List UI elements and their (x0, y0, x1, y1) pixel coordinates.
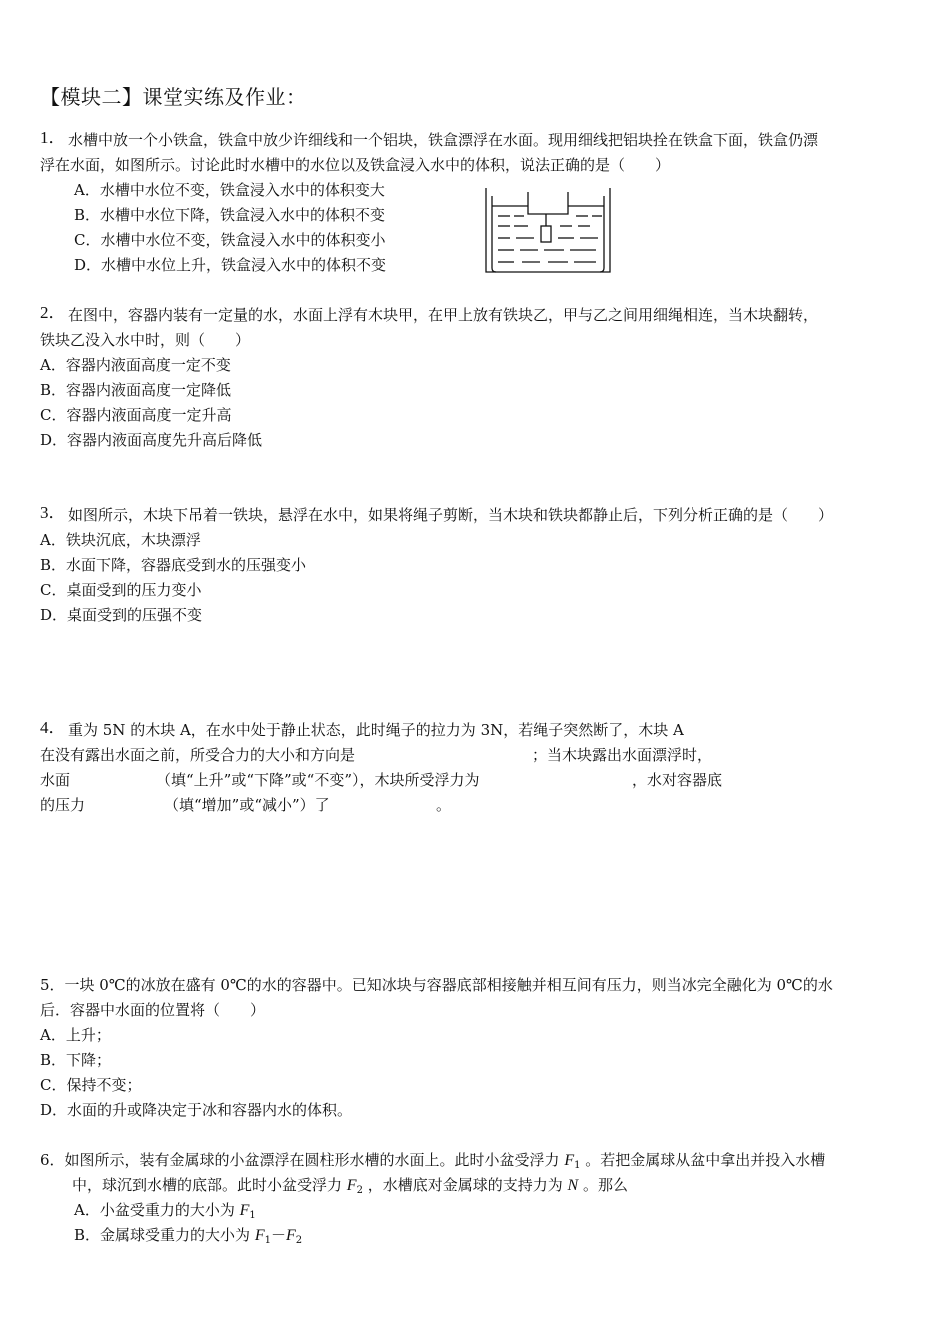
question-text: ；当木块露出水面漂浮时， (532, 746, 713, 764)
question-text: 水槽中放一个小铁盒，铁盒中放少许细线和一个铝块，铁盒漂浮在水面。现用细线把铝块拴在铁盒下面，铁盒仍漂 (68, 131, 819, 149)
question-text: 在图中，容器内装有一定量的水，水面上浮有木块甲，在甲上放有铁块乙，甲与乙之间用细绳相连，当木块翻转， (68, 306, 819, 324)
question-text: 浮在水面，如图所示。讨论此时水槽中的水位以及铁盒浸入水中的体积，说法正确的是（ ） (40, 156, 671, 174)
question-text: 铁块乙没入水中时，则（ ） (40, 331, 251, 349)
question-text: （填“增加”或“减小”）了 (164, 796, 330, 814)
question-text: 5．一块 0℃的冰放在盛有 0℃的水的容器中。已知冰块与容器底部相接触并相互间有压力，则当冰完全融化为 0℃的水 (40, 976, 833, 994)
option-c: C．水槽中水位不变，铁盒浸入水中的体积变小 (74, 231, 386, 249)
option-d: D．桌面受到的压强不变 (40, 606, 203, 624)
question-text: 6．如图所示，装有金属球的小盆漂浮在圆柱形水槽的水面上。此时小盆受浮力 $F_1$ 。若把金属球从盆中拿出并投入水槽 (40, 1151, 826, 1171)
question-text: 水面 (40, 771, 71, 789)
question-text: 在没有露出水面之前，所受合力的大小和方向是 (40, 746, 356, 764)
tank-outline (486, 188, 610, 272)
variable-n: N (567, 1177, 579, 1194)
option-a: A．小盆受重力的大小为 $F_1$ (74, 1201, 256, 1221)
option-c: C．桌面受到的压力变小 (40, 581, 202, 599)
question-number: 4． (40, 718, 66, 737)
question-text: 重为 5N 的木块 A，在水中处于静止状态，此时绳子的拉力为 3N，若绳子突然断了，木块 A (68, 721, 684, 739)
option-c: C．保持不变； (40, 1076, 142, 1094)
tank-inner-left (492, 196, 496, 272)
question-text: （填“上升”或“下降”或“不变”），木块所受浮力为 (156, 771, 480, 789)
variable-f: F (346, 1177, 357, 1194)
tank-inner-right (600, 196, 604, 272)
question-number: 1． (40, 128, 66, 147)
question-text: 中，球沉到水槽的底部。此时小盆受浮力 $F_2$ ，水槽底对金属球的支持力为 N 。那么 (72, 1176, 628, 1196)
option-d: D．水面的升或降决定于冰和容器内水的体积。 (40, 1101, 353, 1119)
option-b: B．容器内液面高度一定降低 (40, 381, 232, 399)
option-b: B．水面下降，容器底受到水的压强变小 (40, 556, 307, 574)
option-b: B．水槽中水位下降，铁盒浸入水中的体积不变 (74, 206, 386, 224)
iron-box (528, 192, 568, 214)
module-title: 【模块二】课堂实练及作业： (40, 85, 307, 109)
question-text: 如图所示，木块下吊着一铁块，悬浮在水中，如果将绳子剪断，当木块和铁块都静止后，下列分析正确的是（ ） (68, 506, 834, 524)
water-tank-figure (484, 186, 614, 276)
option-a: A．上升； (40, 1026, 111, 1044)
question-number: 2． (40, 303, 66, 322)
option-a: A．水槽中水位不变，铁盒浸入水中的体积变大 (74, 181, 385, 199)
variable-f: F (564, 1152, 575, 1169)
question-text: 。 (436, 796, 452, 814)
option-d: D．容器内液面高度先升高后降低 (40, 431, 263, 449)
aluminum-block (541, 226, 551, 242)
question-text: ，水对容器底 (632, 771, 723, 789)
question-text: 的压力 (40, 796, 86, 814)
option-a: A．容器内液面高度一定不变 (40, 356, 231, 374)
option-b: B．下降； (40, 1051, 112, 1069)
question-text: 后．容器中水面的位置将（ ） (40, 1001, 266, 1019)
question-number: 3． (40, 503, 66, 522)
option-d: D．水槽中水位上升，铁盒浸入水中的体积不变 (74, 256, 387, 274)
option-a: A．铁块沉底，木块漂浮 (40, 531, 201, 549)
option-b: B．金属球受重力的大小为 $F_1-F_2$ (74, 1226, 303, 1246)
option-c: C．容器内液面高度一定升高 (40, 406, 232, 424)
